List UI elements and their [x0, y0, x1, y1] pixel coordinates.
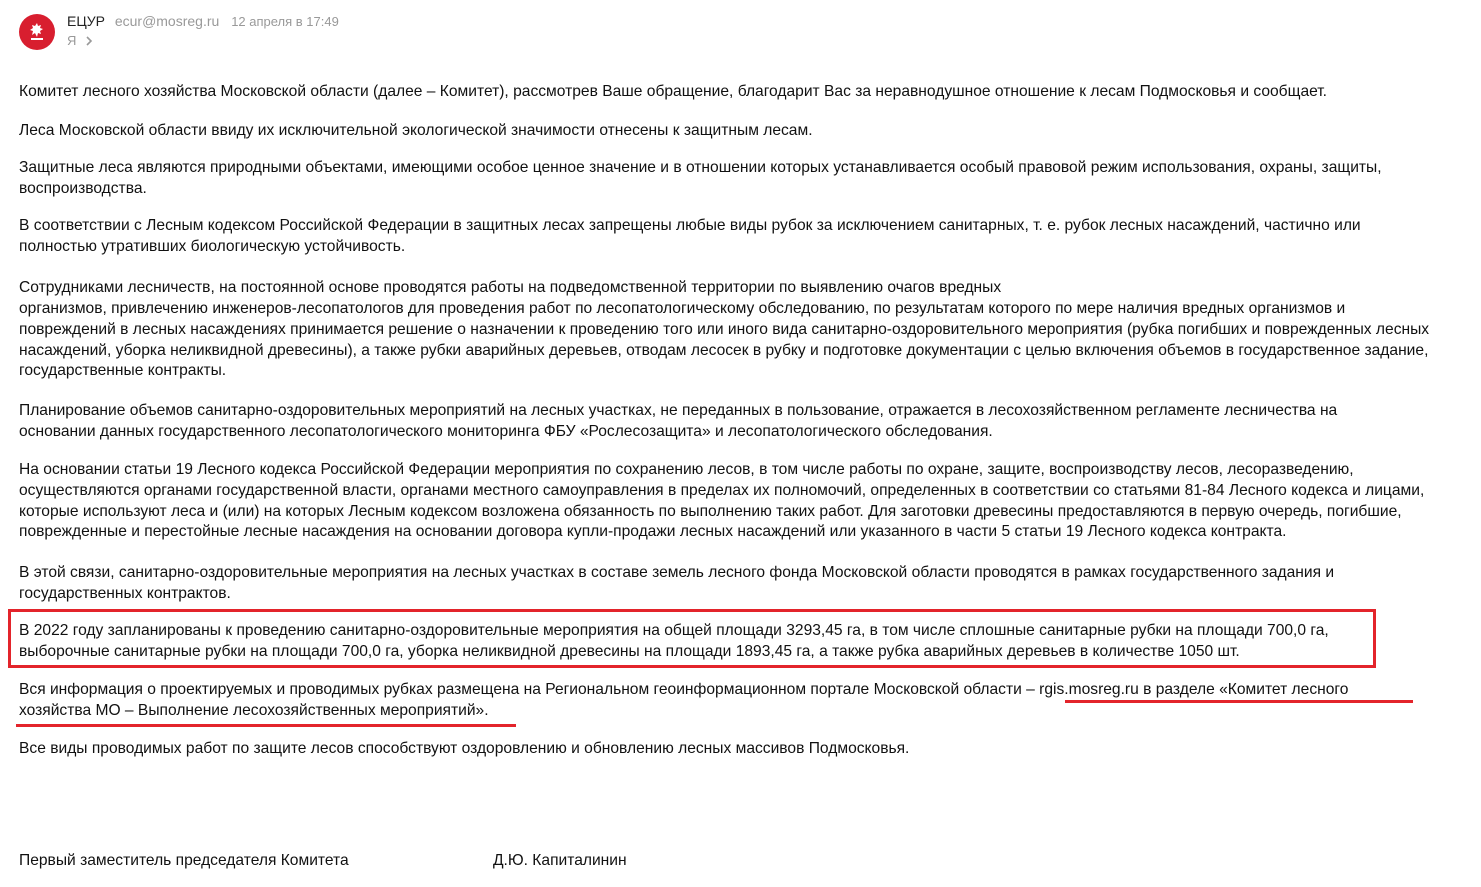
recipient: Я — [67, 33, 77, 48]
paragraph-3: Защитные леса являются природными объектами, имеющими особое ценное значение и в отношении которых устанавливается особый правовой режим использования, охраны, защиты, воспроизводства. — [19, 159, 1382, 197]
paragraph-2: Леса Московской области ввиду их исключительной экологической значимости отнесены к защитным лесам. — [19, 122, 813, 139]
chevron-right-icon[interactable] — [86, 34, 93, 49]
email-header — [19, 12, 619, 52]
recipient-line[interactable] — [67, 33, 93, 49]
highlight-box — [8, 609, 1376, 668]
sender-line — [67, 13, 339, 29]
paragraph-5b: организмов, привлечению инженеров-лесопатологов для проведения работ по лесопатологическому обследованию, по результатам которого по мере наличия вредных организмов и повреждений в лесных насаждениях принимается решение о назначении к проведению того или иного вида санитарно-оздоровительного мероприятия (рубка погибших и поврежденных лесных насаждений, уборка неликвидной древесины), а также рубки аварийных деревьев, отводам лесосек в рубку и подготовке документации с целью включения объемов в государственное задание, государственные контракты. — [19, 300, 1430, 380]
sender-avatar[interactable] — [19, 14, 55, 50]
signature-title: Первый заместитель председателя Комитета — [19, 852, 349, 869]
paragraph-8: В этой связи, санитарно-оздоровительные мероприятия на лесных участках в составе земель лесного фонда Московской области проводятся в рамках государственного задания и государственных контрактов. — [19, 564, 1335, 602]
paragraph-11: Все виды проводимых работ по защите лесов способствуют оздоровлению и обновлению лесных массивов Подмосковья. — [19, 740, 910, 757]
signature — [19, 852, 1019, 872]
email-date: 12 апреля в 17:49 — [231, 14, 339, 29]
paragraph-6: Планирование объемов санитарно-оздоровительных мероприятий на лесных участках, не переданных в пользование, отражается в лесохозяйственном регламенте лесничества на основании данных государственного лесопатологического мониторинга ФБУ «Рослесозащита» и лесопатологического обследования. — [19, 402, 1338, 440]
paragraph-5a: Сотрудниками лесничеств, на постоянной основе проводятся работы на подведомственной территории по выявлению очагов вредных — [19, 279, 1002, 296]
paragraph-4: В соответствии с Лесным кодексом Российской Федерации в защитных лесах запрещены любые виды рубок за исключением санитарных, т. е. рубок лесных насаждений, частично или полностью утративших биологическую устойчивость. — [19, 217, 1361, 255]
highlight-underline-section — [16, 724, 516, 727]
sender-email[interactable]: ecur@mosreg.ru — [114, 13, 220, 29]
paragraph-1: Комитет лесного хозяйства Московской области (далее – Комитет), рассмотрев Ваше обращение, благодарит Вас за неравнодушное отношение к лесам Подмосковья и сообщает. — [19, 83, 1328, 100]
signature-name: Д.Ю. Капиталинин — [493, 852, 627, 869]
mosreg-emblem-icon — [25, 20, 49, 44]
paragraph-9: В 2022 году запланированы к проведению санитарно-оздоровительные мероприятия на общей площади 3293,45 га, в том числе сплошные санитарные рубки на площади 700,0 га, выборочные санитарные рубки на площади 700,0 га, уборка неликвидной древесины на площади 1893,45 га, а также рубка аварийных деревьев в количестве 1050 шт. — [19, 622, 1329, 660]
highlight-underline-link — [1065, 700, 1413, 703]
paragraph-10: Вся информация о проектируемых и проводимых рубках размещена на Региональном геоинформационном портале Московской области – rgis.mosreg.ru в разделе «Комитет лесного хозяйства МО – Выполнение лесохозяйственных мероприятий». — [19, 681, 1349, 719]
paragraph-7: На основании статьи 19 Лесного кодекса Российской Федерации мероприятия по сохранению лесов, в том числе работы по охране, защите, воспроизводству лесов, лесоразведению, осуществляются органами государственной власти, органами местного самоуправления в пределах их полномочий, определенных в соответствии со статьями 81-84 Лесного кодекса и лицами, которые используют леса и (или) на которых Лесным кодексом возложена обязанность по выполнению таких работ. Для заготовки древесины предоставляются в первую очередь, погибшие, поврежденные и перестойные лесные насаждения на основании договора купли-продажи лесных насаждений или указанного в части 5 статьи 19 Лесного кодекса контракта. — [19, 461, 1425, 541]
sender-name[interactable]: ЕЦУР — [67, 13, 105, 29]
